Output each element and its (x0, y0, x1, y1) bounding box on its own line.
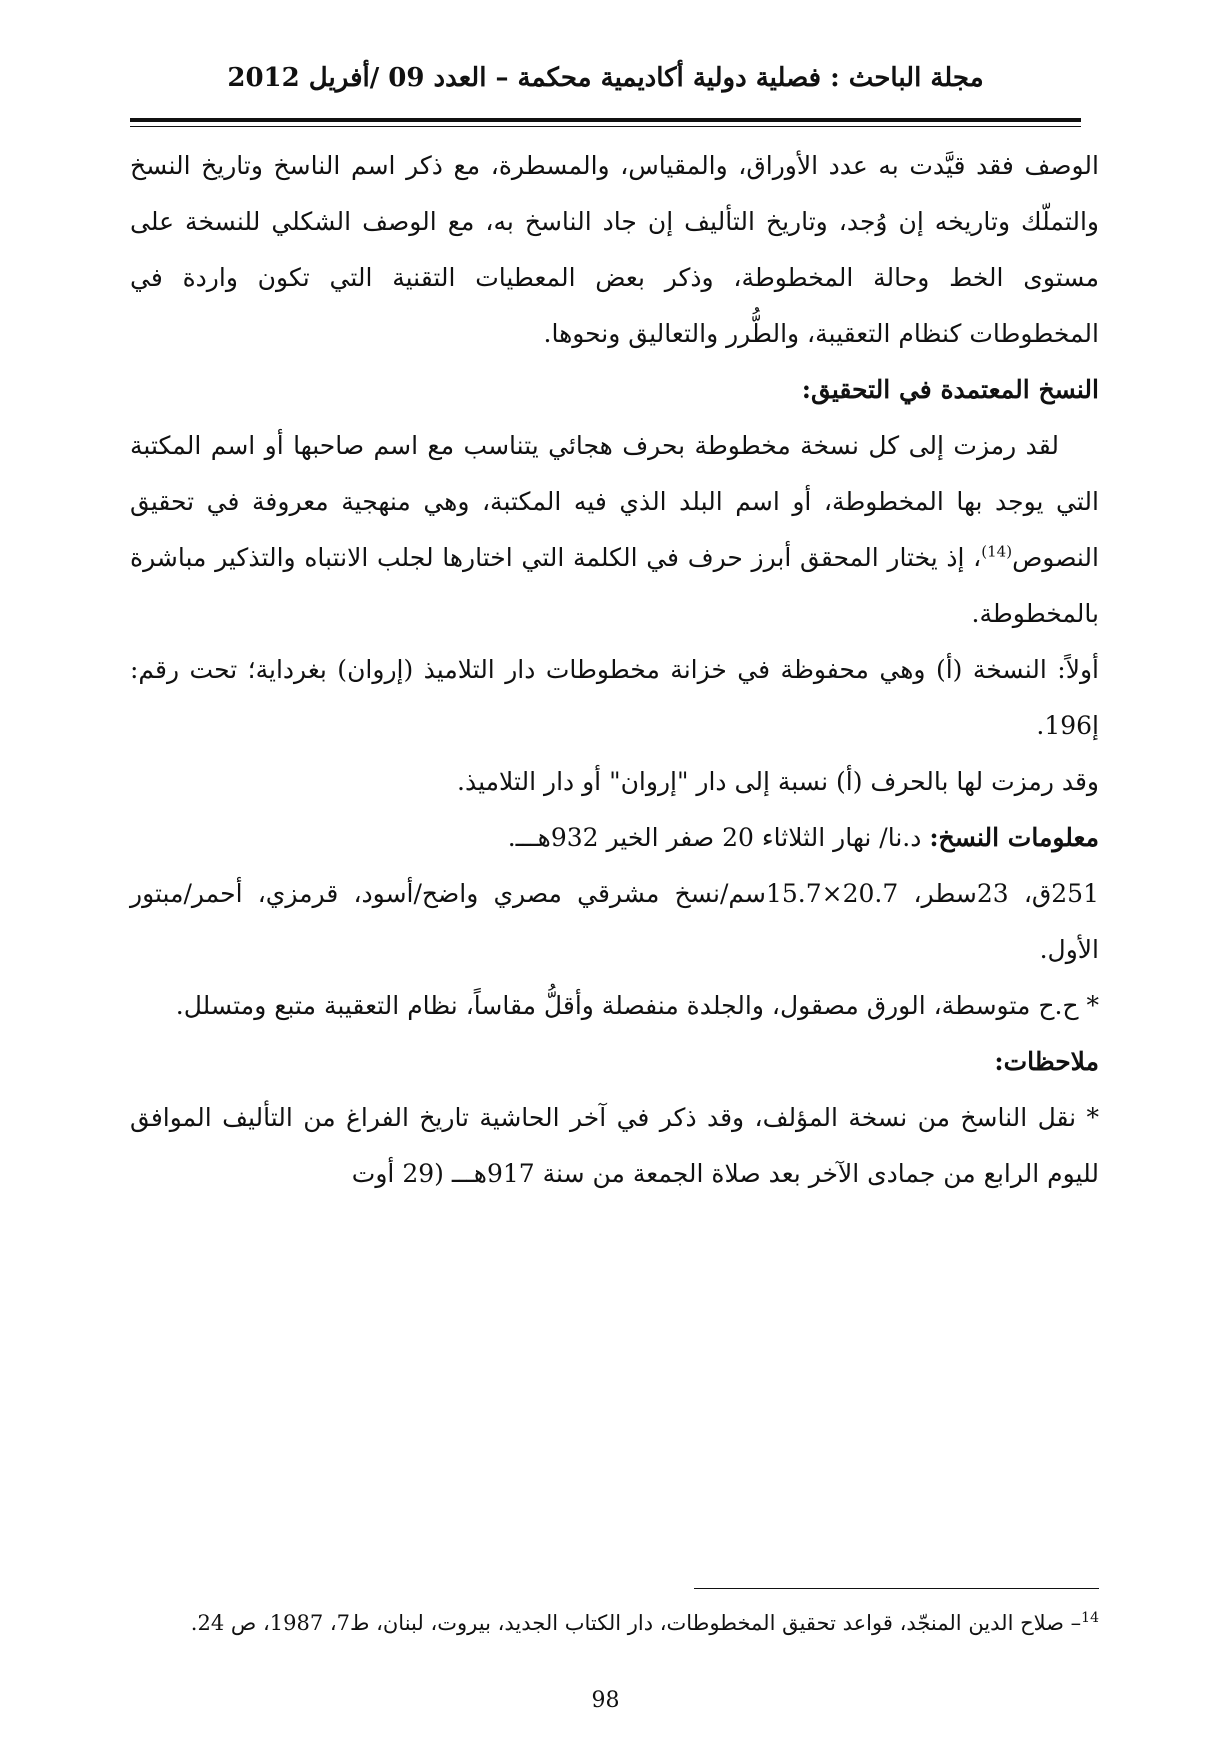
footnote-rule (694, 1588, 1099, 1589)
journal-header: مجلة الباحث : فصلية دولية أكاديمية محكمة – العدد 09 /أفريل 2012 (227, 63, 984, 93)
paragraph-symbols (130, 418, 1099, 642)
footnote-number: 14 (1081, 1610, 1099, 1626)
paragraph-copy-info (130, 810, 1099, 866)
paragraph-copy-specs: 251ق، 23سطر، 20.7×15.7سم/نسخ مشرقي مصري واضح/أسود، قرمزي، أحمر/مبتور الأول. (130, 879, 1099, 964)
footnote (130, 1598, 1099, 1648)
paragraph-note: * نقل الناسخ من نسخة المؤلف، وقد ذكر في آخر الحاشية تاريخ الفراغ من التأليف الموافق لليوم الرابع من جمادى الآخر بعد صلاة الجمعة من سنة 917هـــ (29 أوت (130, 1103, 1099, 1188)
header-rule-thin (130, 126, 1081, 127)
footnote-text: – صلاح الدين المنجّد، قواعد تحقيق المخطوطات، دار الكتاب الجديد، بيروت، لبنان، ط7، 1987، ص 24. (190, 1611, 1082, 1635)
paragraph-symbols-text-end: ، إذ يختار المحقق أبرز حرف في الكلمة التي اختارها لجلب الانتباه والتذكير مباشرة بالمخطوطة. (130, 543, 1099, 628)
header-rule-thick (130, 118, 1081, 122)
page-number: 98 (591, 1688, 620, 1713)
paragraph-symbols-text: لقد رمزت إلى كل نسخة مخطوطة بحرف هجائي يتناسب مع اسم صاحبها أو اسم المكتبة التي يوجد بها المخطوطة، أو اسم البلد الذي فيه المكتبة، وهي منهجية معروفة في تحقيق النصوص (130, 431, 1099, 572)
paragraph-first-copy: أولاً: النسخة (أ) وهي محفوظة في خزانة مخطوطات دار التلاميذ (إروان) بغرداية؛ تحت رقم: إ196. (130, 655, 1099, 740)
section-heading-notes: ملاحظات: (994, 1047, 1099, 1076)
section-heading-manuscripts: النسخ المعتمدة في التحقيق: (801, 375, 1099, 404)
paragraph-copy-condition: * ح.ح متوسطة، الورق مصقول، والجلدة منفصلة وأقلُّ مقاساً، نظام التعقيبة متبع ومتسلل. (175, 991, 1099, 1020)
copy-info-text: د.نا/ نهار الثلاثاء 20 صفر الخير 932هـــ. (507, 823, 930, 852)
copy-info-label: معلومات النسخ: (929, 823, 1099, 852)
footnote-reference[interactable]: (14) (981, 542, 1013, 561)
main-text (130, 138, 1099, 1202)
paragraph-symbol-note: وقد رمزت لها بالحرف (أ) نسبة إلى دار "إروان" أو دار التلاميذ. (457, 767, 1099, 796)
paragraph-description: الوصف فقد قيَّدت به عدد الأوراق، والمقياس، والمسطرة، مع ذكر اسم الناسخ وتاريخ النسخ والتملّك وتاريخه إن وُجد، وتاريخ التأليف إن جاد الناسخ به، مع الوصف الشكلي للنسخة على مستوى الخط وحالة المخطوطة، وذكر بعض المعطيات التقنية التي تكون واردة في المخطوطات كنظام التعقيبة، والطُّرر والتعاليق ونحوها. (130, 151, 1099, 348)
